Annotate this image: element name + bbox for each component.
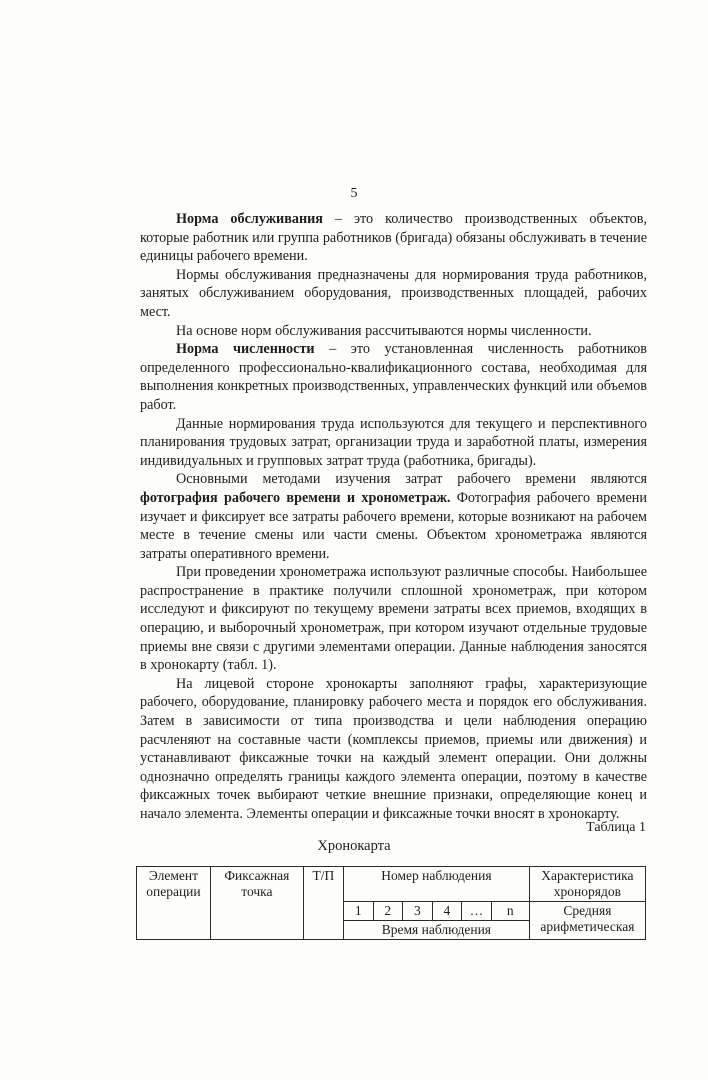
term-methods: фотография рабочего времени и хронометраж.: [140, 489, 451, 506]
paragraph-text: – это установленная численность работников определенного профессионально-квалификационного состава, необходимая для выполнения конкретных производственных, управленческих функций или объемов работ.: [140, 341, 648, 413]
obs-number-cell: 1: [343, 902, 373, 921]
header-tp: Т/П: [303, 867, 343, 940]
paragraph: [140, 415, 647, 471]
paragraph-text: Нормы обслуживания предназначены для нормирования труда работников, занятых обслуживанием оборудования, производственных площадей, рабочих мест.: [140, 266, 647, 320]
paragraph: [140, 563, 647, 675]
obs-number-cell: 4: [432, 902, 462, 921]
paragraph-text: На основе норм обслуживания рассчитываются нормы численности.: [176, 322, 592, 339]
paragraph: [140, 322, 647, 341]
paragraph-text: При проведении хронометража используют различные способы. Наибольшее распространение в практике получили сплошной хронометраж, при котором исследуют и фиксируют по текущему времени затраты всех приемов, входящих в операцию, и выборочный хронометраж, при котором изучают отдельные трудовые приемы вне связи с другими элементами операции. Данные наблюдения заносятся в хронокарту (табл. 1).: [140, 564, 647, 674]
body-text: [140, 210, 647, 824]
header-obs-time: Время наблюдения: [343, 921, 529, 940]
paragraph: [140, 340, 647, 414]
obs-number-cell: …: [462, 902, 492, 921]
paragraph: [140, 470, 647, 563]
paragraph-text: Фотография рабочего времени изучает и фиксирует все затраты рабочего времени, которые возникают на рабочем месте в течение смены или части смены. Объектом хронометража являются затраты оперативного времени.: [140, 489, 647, 562]
paragraph-text: – это количество производственных объектов, которые работник или группа работников (бригада) обязаны обслуживать в течение единицы рабочего времени.: [140, 211, 648, 265]
chronocard-table: [136, 866, 646, 940]
paragraph: [140, 675, 647, 824]
page-number: 5: [350, 186, 358, 201]
table-header-row: [137, 867, 646, 902]
header-fix-point: Фиксажная точка: [210, 867, 303, 940]
paragraph-text: На лицевой стороне хронокарты заполняют графы, характеризующие рабочего, оборудование, планировку рабочего места и порядок его обслуживания. Затем в зависимости от типа производства и цели наблюдения операцию расчленяют на составные части (комплексы приемов, приемы или движения) и устанавливают фиксажные точки на каждый элемент операции. Они должны однозначно определять границы каждого элемента операции, поэтому в качестве фиксажных точек выбирают четкие внешние признаки, определяющие конец и начало элемента. Элементы операции и фиксажные точки вносят в хронокарту.: [140, 675, 647, 822]
paragraph: [140, 210, 647, 266]
table-label: Таблица 1: [586, 820, 646, 835]
term-service-norm: Норма обслуживания: [176, 211, 323, 227]
obs-number-cell: n: [491, 902, 529, 921]
header-characteristic: Характеристика хронорядов: [529, 867, 645, 902]
header-average: Средняя арифметическая: [529, 902, 645, 940]
term-headcount-norm: Норма численности: [176, 341, 315, 358]
obs-number-cell: 2: [373, 902, 403, 921]
paragraph-text: Основными методами изучения затрат рабочего времени являются: [176, 471, 647, 488]
paragraph: [140, 266, 647, 322]
header-element: Элемент операции: [137, 867, 211, 940]
obs-number-cell: 3: [403, 902, 433, 921]
header-obs-number: Номер наблюдения: [343, 867, 529, 902]
table-title: Хронокарта: [317, 838, 391, 854]
paragraph-text: Данные нормирования труда используются для текущего и перспективного планирования трудовых затрат, организации труда и заработной платы, измерения индивидуальных и групповых затрат труда (работника, бригады).: [140, 415, 647, 469]
